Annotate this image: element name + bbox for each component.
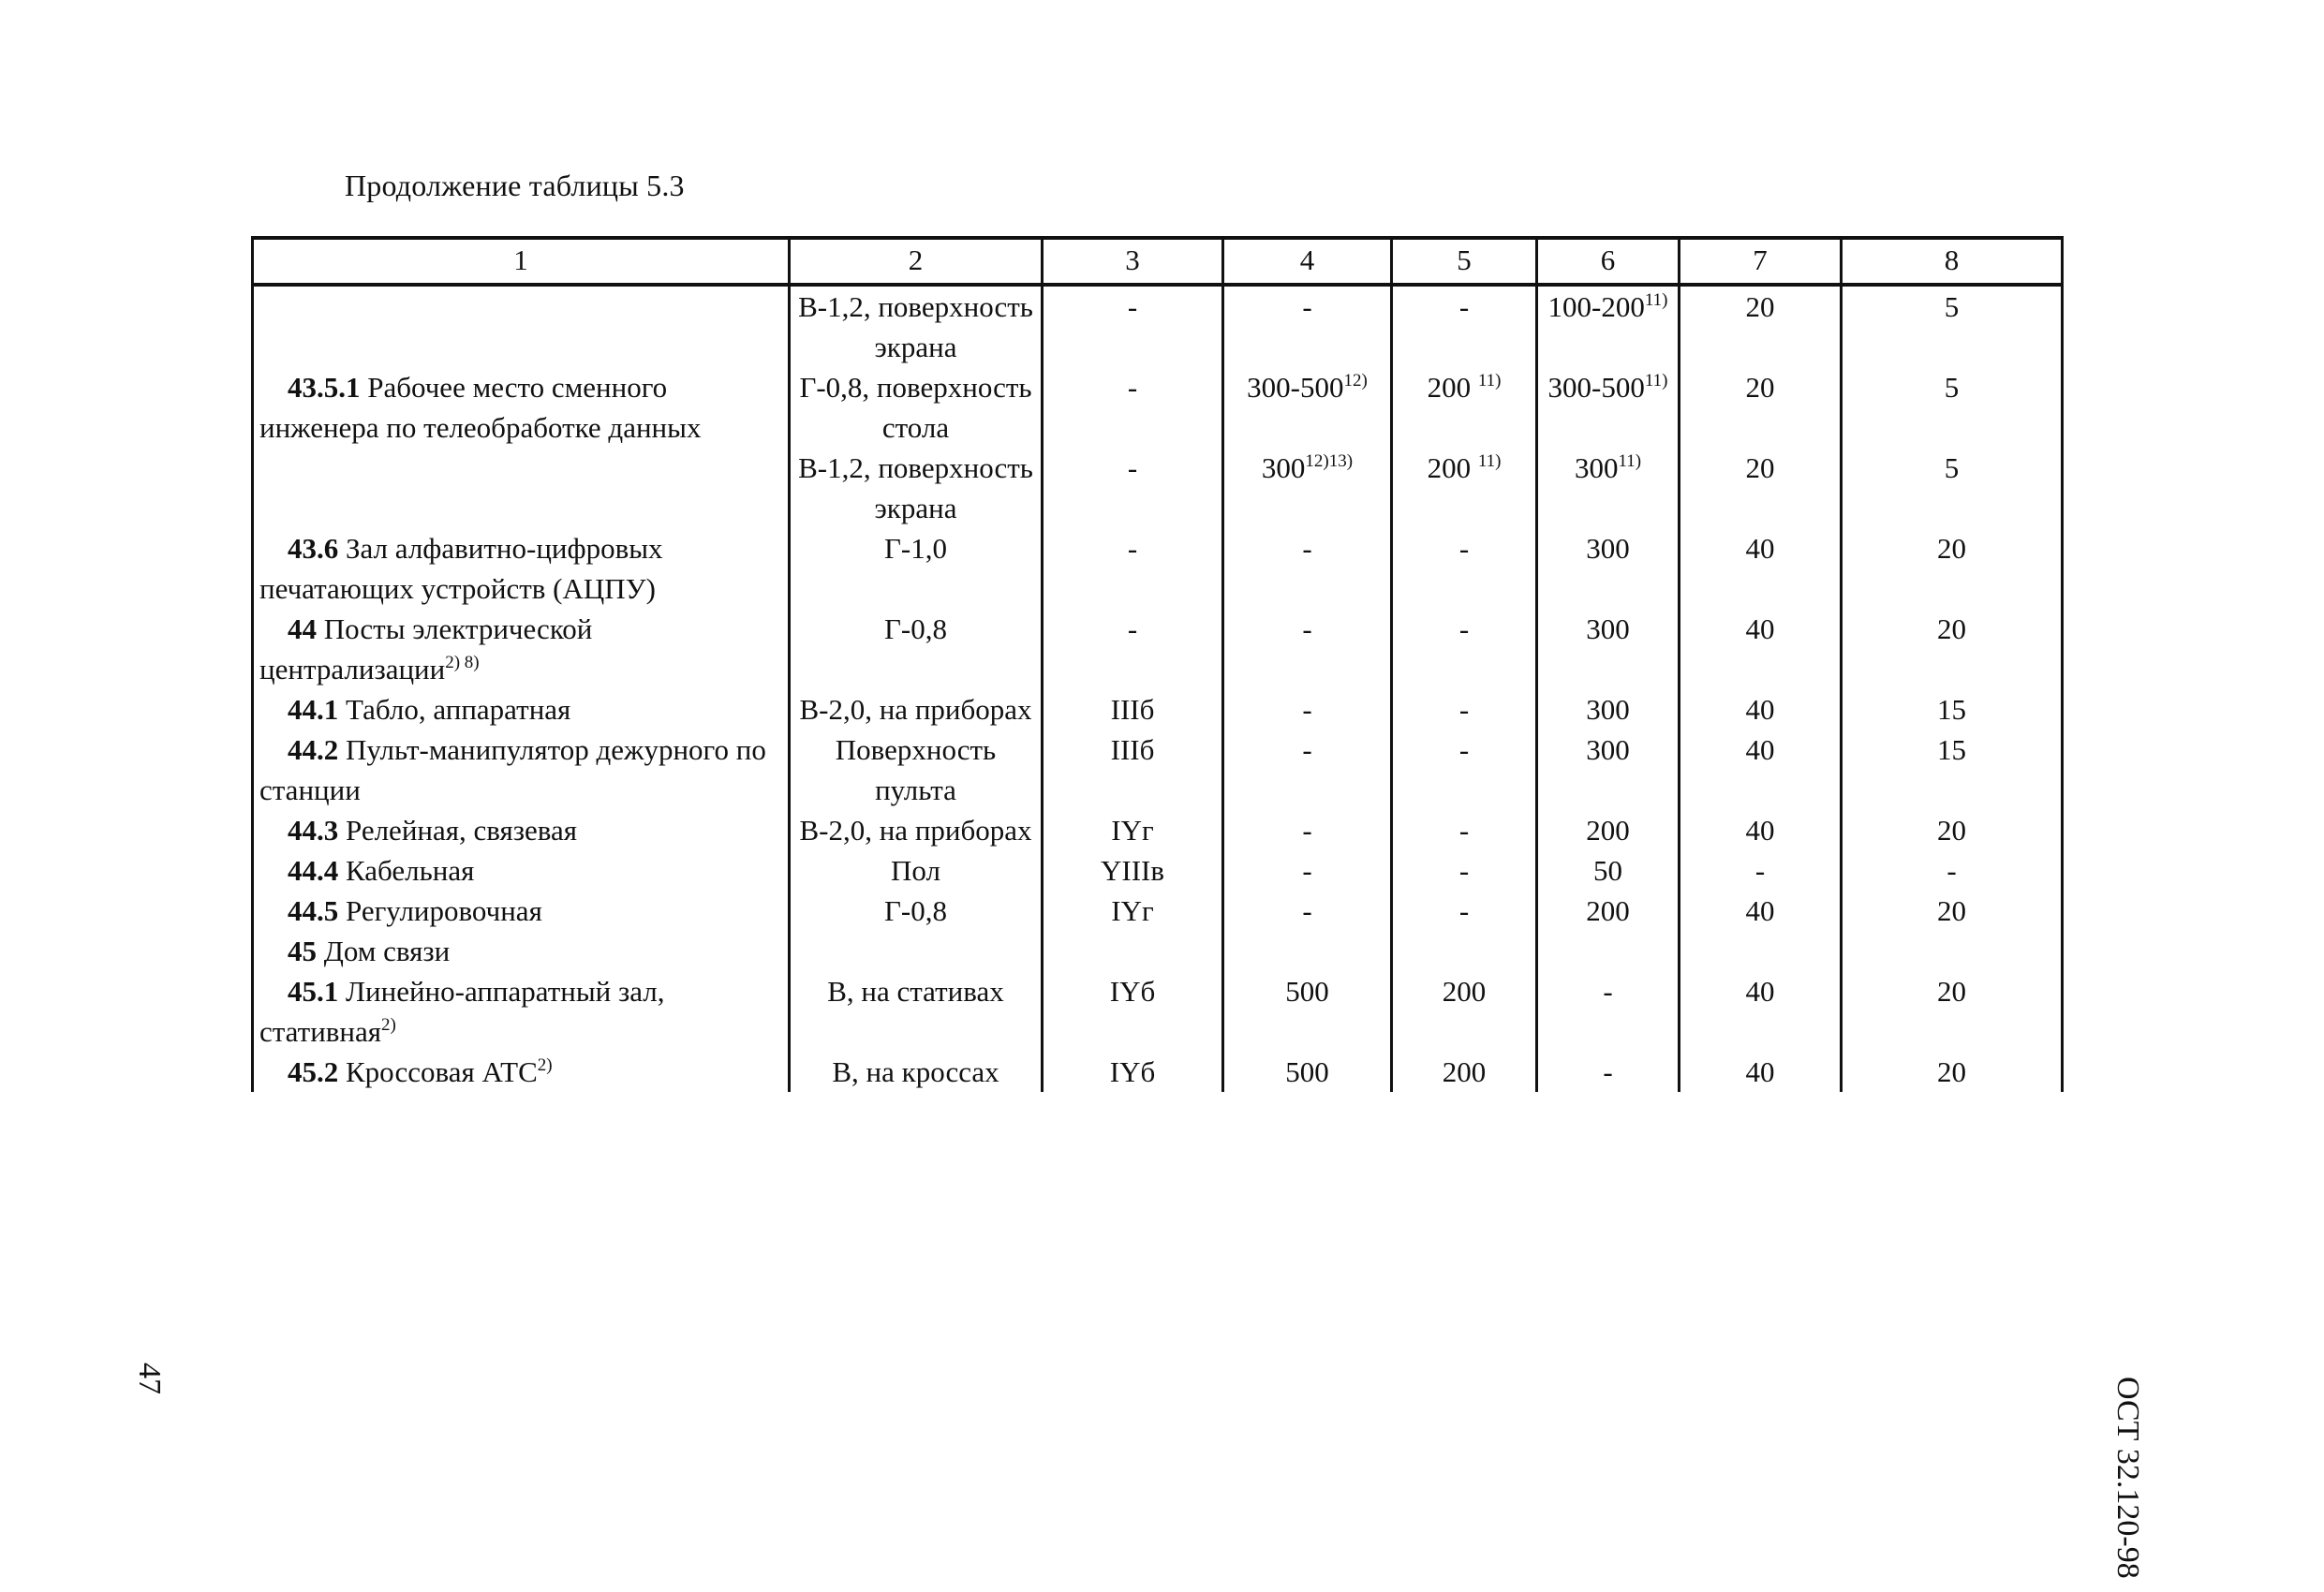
col-header-1: 1 xyxy=(253,238,790,285)
col-header-3: 3 xyxy=(1043,238,1223,285)
footnote-ref: 11) xyxy=(1618,451,1642,471)
cell-col8: 5 xyxy=(1842,448,2063,528)
cell-col8: 20 xyxy=(1842,891,2063,931)
cell-col6: 200 xyxy=(1537,810,1680,850)
footnote-ref: 11) xyxy=(1477,451,1502,471)
cell-col7: 20 xyxy=(1680,285,1842,367)
footnote-ref: 11) xyxy=(1644,290,1668,310)
table-row xyxy=(253,810,2063,850)
table-row xyxy=(253,730,2063,810)
surface-cell: В-1,2, поверхность экрана xyxy=(790,285,1043,367)
room-name-cell xyxy=(253,285,790,367)
room-name-cell xyxy=(253,850,790,891)
room-name-cell xyxy=(253,730,790,810)
room-name: Релейная, связевая xyxy=(346,814,578,847)
cell-col6: 300 xyxy=(1537,730,1680,810)
room-name: Кабельная xyxy=(346,854,475,887)
cell-col6: - xyxy=(1537,971,1680,1052)
cell-col5 xyxy=(1392,367,1537,448)
room-name: Кроссовая АТС xyxy=(346,1055,538,1088)
cell-col3 xyxy=(1043,931,1223,971)
cell-col4 xyxy=(1223,931,1392,971)
footnote-ref: 11) xyxy=(1644,371,1668,391)
cell-value: 300-500 xyxy=(1247,371,1344,404)
cell-col3: - xyxy=(1043,448,1223,528)
cell-col6: - xyxy=(1537,1052,1680,1092)
surface-cell: Г-0,8, поверхность стола xyxy=(790,367,1043,448)
cell-col5: - xyxy=(1392,891,1537,931)
cell-col3: IYб xyxy=(1043,1052,1223,1092)
room-name: Табло, аппаратная xyxy=(346,693,571,726)
cell-col7: 40 xyxy=(1680,971,1842,1052)
room-name-cell xyxy=(253,367,790,448)
item-number: 44.4 xyxy=(288,854,339,887)
room-name-cell xyxy=(253,891,790,931)
cell-col5: - xyxy=(1392,850,1537,891)
col-header-8: 8 xyxy=(1842,238,2063,285)
room-name: Дом связи xyxy=(323,935,451,967)
cell-col7: 40 xyxy=(1680,891,1842,931)
col-header-4: 4 xyxy=(1223,238,1392,285)
cell-col8: 5 xyxy=(1842,285,2063,367)
cell-col4: - xyxy=(1223,609,1392,689)
cell-col6: 300 xyxy=(1537,528,1680,609)
item-number: 44.1 xyxy=(288,693,339,726)
footnote-ref: 2) xyxy=(381,1015,396,1035)
room-name: Рабочее место сменного инженера по телеобработке данных xyxy=(259,371,702,444)
page-number: 47 xyxy=(132,1363,167,1394)
room-name-cell xyxy=(253,689,790,730)
cell-col5 xyxy=(1392,448,1537,528)
surface-cell: В, на кроссах xyxy=(790,1052,1043,1092)
room-name-cell xyxy=(253,1052,790,1092)
item-number: 45.1 xyxy=(288,975,339,1008)
cell-value: 100-200 xyxy=(1547,290,1645,323)
table-row xyxy=(253,448,2063,528)
room-name-cell xyxy=(253,971,790,1052)
cell-col3: - xyxy=(1043,609,1223,689)
room-name-cell xyxy=(253,609,790,689)
footnote-ref: 12)13) xyxy=(1305,451,1354,471)
room-name: Посты электрической централизации xyxy=(259,612,593,685)
cell-col5: - xyxy=(1392,285,1537,367)
cell-col5: - xyxy=(1392,810,1537,850)
cell-col3: IYб xyxy=(1043,971,1223,1052)
table-row xyxy=(253,528,2063,609)
footnote-ref: 12) xyxy=(1343,371,1368,391)
cell-col5: - xyxy=(1392,528,1537,609)
cell-col4: - xyxy=(1223,285,1392,367)
cell-col3: IIIб xyxy=(1043,730,1223,810)
cell-col8: 20 xyxy=(1842,609,2063,689)
illumination-table xyxy=(251,236,2064,1092)
cell-col5: 200 xyxy=(1392,1052,1537,1092)
cell-col4 xyxy=(1223,448,1392,528)
table-row xyxy=(253,609,2063,689)
cell-col4: - xyxy=(1223,850,1392,891)
table-row xyxy=(253,891,2063,931)
room-name-cell xyxy=(253,448,790,528)
table-row xyxy=(253,971,2063,1052)
cell-col7: 20 xyxy=(1680,448,1842,528)
cell-col8: 20 xyxy=(1842,810,2063,850)
cell-value: 300-500 xyxy=(1547,371,1645,404)
cell-col6 xyxy=(1537,367,1680,448)
table-row xyxy=(253,689,2063,730)
room-name-cell xyxy=(253,810,790,850)
cell-col4 xyxy=(1223,367,1392,448)
item-number: 44 xyxy=(288,612,317,645)
cell-col7: 40 xyxy=(1680,689,1842,730)
cell-col6: 50 xyxy=(1537,850,1680,891)
table-caption: Продолжение таблицы 5.3 xyxy=(345,169,685,202)
item-number: 44.3 xyxy=(288,814,339,847)
cell-col7: 40 xyxy=(1680,810,1842,850)
cell-col7 xyxy=(1680,931,1842,971)
surface-cell: Г-0,8 xyxy=(790,609,1043,689)
table-row xyxy=(253,285,2063,367)
item-number: 45.2 xyxy=(288,1055,339,1088)
cell-col7: 40 xyxy=(1680,528,1842,609)
item-number: 44.2 xyxy=(288,733,339,766)
room-name: Зал алфавитно-цифровых печатающих устройств (АЦПУ) xyxy=(259,532,663,605)
cell-col6: 300 xyxy=(1537,689,1680,730)
cell-col6 xyxy=(1537,448,1680,528)
item-number: 44.5 xyxy=(288,894,339,927)
cell-col3: IYг xyxy=(1043,810,1223,850)
room-name: Регулировочная xyxy=(346,894,542,927)
cell-col4: - xyxy=(1223,528,1392,609)
cell-col4: - xyxy=(1223,689,1392,730)
cell-col8: 20 xyxy=(1842,1052,2063,1092)
cell-col5: - xyxy=(1392,609,1537,689)
table-row xyxy=(253,931,2063,971)
cell-value: 300 xyxy=(1261,451,1306,484)
cell-col7: - xyxy=(1680,850,1842,891)
cell-col3: - xyxy=(1043,528,1223,609)
table-row xyxy=(253,367,2063,448)
col-header-5: 5 xyxy=(1392,238,1537,285)
surface-cell: Г-1,0 xyxy=(790,528,1043,609)
cell-col5: - xyxy=(1392,730,1537,810)
cell-col7: 40 xyxy=(1680,609,1842,689)
cell-col8: 20 xyxy=(1842,528,2063,609)
cell-col6: 200 xyxy=(1537,891,1680,931)
cell-col4: - xyxy=(1223,891,1392,931)
cell-col7: 40 xyxy=(1680,730,1842,810)
surface-cell: Г-0,8 xyxy=(790,891,1043,931)
item-number: 45 xyxy=(288,935,317,967)
surface-cell: В-2,0, на приборах xyxy=(790,689,1043,730)
cell-col6 xyxy=(1537,931,1680,971)
surface-cell: Пол xyxy=(790,850,1043,891)
table-row xyxy=(253,1052,2063,1092)
cell-col4: 500 xyxy=(1223,1052,1392,1092)
cell-col7: 20 xyxy=(1680,367,1842,448)
cell-col3: - xyxy=(1043,285,1223,367)
table-row xyxy=(253,850,2063,891)
col-header-6: 6 xyxy=(1537,238,1680,285)
cell-col4: - xyxy=(1223,810,1392,850)
footnote-ref: 11) xyxy=(1477,371,1502,391)
surface-cell: Поверхность пульта xyxy=(790,730,1043,810)
cell-value: 300 xyxy=(1574,451,1619,484)
cell-col5: 200 xyxy=(1392,971,1537,1052)
room-name: Пульт-манипулятор дежурного по станции xyxy=(259,733,766,806)
cell-col7: 40 xyxy=(1680,1052,1842,1092)
cell-col3: - xyxy=(1043,367,1223,448)
document-code: ОСТ 32.120-98 xyxy=(2110,1377,2145,1579)
item-number: 43.5.1 xyxy=(288,371,361,404)
room-name: Линейно-аппаратный зал, стативная xyxy=(259,975,665,1048)
cell-col6 xyxy=(1537,285,1680,367)
surface-cell: В-2,0, на приборах xyxy=(790,810,1043,850)
cell-col4: 500 xyxy=(1223,971,1392,1052)
header-row xyxy=(253,238,2063,285)
surface-cell xyxy=(790,931,1043,971)
cell-col3: IIIб xyxy=(1043,689,1223,730)
cell-col8: 15 xyxy=(1842,689,2063,730)
cell-col8: 20 xyxy=(1842,971,2063,1052)
cell-col8: 5 xyxy=(1842,367,2063,448)
cell-col8: 15 xyxy=(1842,730,2063,810)
cell-col4: - xyxy=(1223,730,1392,810)
footnote-ref: 2) xyxy=(537,1055,553,1075)
cell-col5: - xyxy=(1392,689,1537,730)
cell-col8 xyxy=(1842,931,2063,971)
item-number: 43.6 xyxy=(288,532,339,565)
cell-col5 xyxy=(1392,931,1537,971)
cell-col3: YIIIв xyxy=(1043,850,1223,891)
col-header-2: 2 xyxy=(790,238,1043,285)
room-name-cell xyxy=(253,528,790,609)
cell-col3: IYг xyxy=(1043,891,1223,931)
footnote-ref: 2) 8) xyxy=(445,653,480,672)
surface-cell: В-1,2, поверхность экрана xyxy=(790,448,1043,528)
surface-cell: В, на стативах xyxy=(790,971,1043,1052)
cell-col6: 300 xyxy=(1537,609,1680,689)
cell-value: 200 xyxy=(1427,451,1478,484)
room-name-cell xyxy=(253,931,790,971)
cell-col8: - xyxy=(1842,850,2063,891)
col-header-7: 7 xyxy=(1680,238,1842,285)
cell-value: 200 xyxy=(1427,371,1478,404)
